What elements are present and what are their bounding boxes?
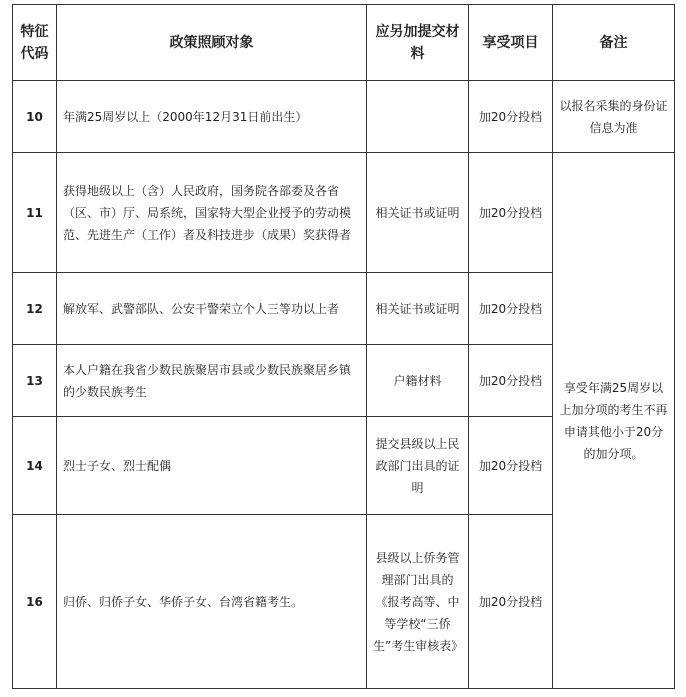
row-benefit: 加20分投档	[469, 81, 553, 153]
row-material: 县级以上侨务管理部门出具的《报考高等、中等学校“三侨生”考生审核表》	[367, 515, 469, 689]
header-row	[13, 5, 675, 81]
table-row	[13, 81, 675, 153]
row-benefit: 加20分投档	[469, 417, 553, 515]
header-code: 特征代码	[13, 5, 57, 81]
row-code: 14	[13, 417, 57, 515]
header-benefit: 享受项目	[469, 5, 553, 81]
row-remark: 以报名采集的身份证信息为准	[553, 81, 675, 153]
row-object: 获得地级以上（含）人民政府，国务院各部委及各省（区、市）厅、局系统，国家特大型企业授予的劳动模范、先进生产（工作）者及科技进步（成果）奖获得者	[57, 153, 367, 273]
row-object: 解放军、武警部队、公安干警荣立个人三等功以上者	[57, 273, 367, 345]
row-object: 归侨、归侨子女、华侨子女、台湾省籍考生。	[57, 515, 367, 689]
row-code: 13	[13, 345, 57, 417]
row-benefit: 加20分投档	[469, 345, 553, 417]
row-code: 11	[13, 153, 57, 273]
header-object: 政策照顾对象	[57, 5, 367, 81]
row-object: 年满25周岁以上（2000年12月31日前出生）	[57, 81, 367, 153]
row-benefit: 加20分投档	[469, 273, 553, 345]
row-benefit: 加20分投档	[469, 515, 553, 689]
row-material: 相关证书或证明	[367, 273, 469, 345]
row-object: 烈士子女、烈士配偶	[57, 417, 367, 515]
row-material	[367, 81, 469, 153]
table-row	[13, 153, 675, 273]
row-benefit: 加20分投档	[469, 153, 553, 273]
row-code: 10	[13, 81, 57, 153]
row-code: 16	[13, 515, 57, 689]
row-object: 本人户籍在我省少数民族聚居市县或少数民族聚居乡镇的少数民族考生	[57, 345, 367, 417]
row-material: 相关证书或证明	[367, 153, 469, 273]
row-material: 提交县级以上民政部门出具的证明	[367, 417, 469, 515]
row-code: 12	[13, 273, 57, 345]
row-material: 户籍材料	[367, 345, 469, 417]
header-remark: 备注	[553, 5, 675, 81]
merged-remark: 享受年满25周岁以上加分项的考生不再申请其他小于20分的加分项。	[553, 153, 675, 689]
header-material: 应另加提交材料	[367, 5, 469, 81]
policy-table	[12, 4, 675, 689]
